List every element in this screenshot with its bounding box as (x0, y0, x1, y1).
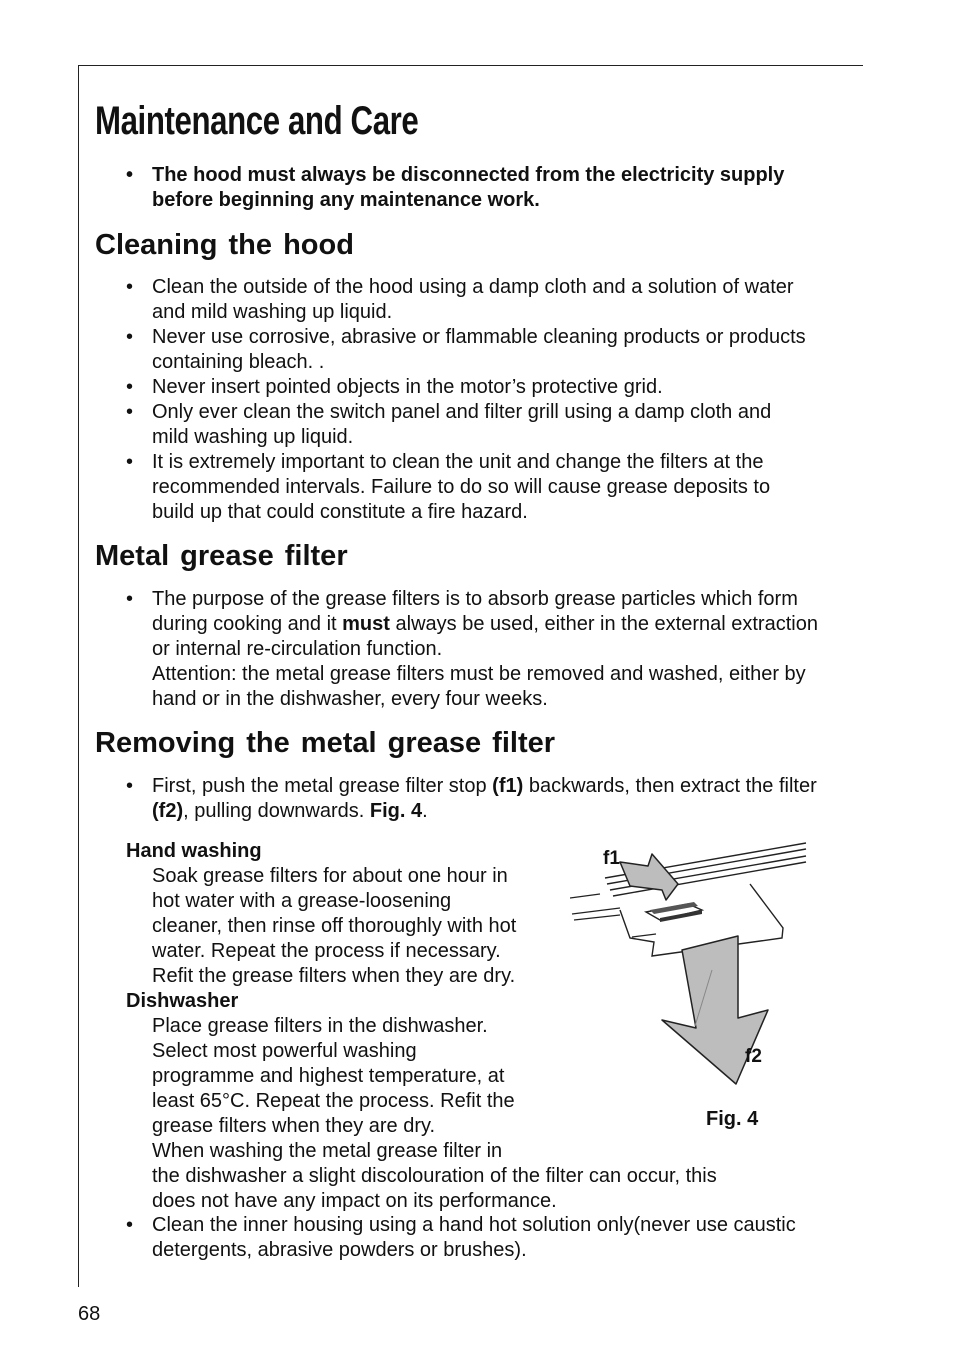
text-line: does not have any impact on its performance. (152, 1190, 557, 1212)
text-line: Place grease filters in the dishwasher. (152, 1015, 488, 1037)
list-item (126, 774, 821, 824)
removing-text: First, push the metal grease filter stop (152, 775, 487, 797)
warning-text: The hood must always be disconnected from the electricity supply before beginning any maintenance work. (152, 164, 785, 211)
bullet: • (126, 451, 134, 473)
list-item-text: Never insert pointed objects in the motor’s protective grid. (152, 376, 663, 398)
filter-purpose-text: The purpose of the grease filters is to absorb grease particles which form during cooking and it (152, 588, 798, 635)
text-line: water. Repeat the process if necessary. (152, 940, 501, 962)
heading-metal-filter: Metal grease filter (95, 540, 348, 572)
list-item-text: It is extremely important to clean the unit and change the filters at the recommended intervals. Failure to do so will cause grease deposits to build up that could constitute a fire hazard. (152, 451, 771, 523)
warning-item (126, 163, 826, 213)
text-line: grease filters when they are dry. (152, 1115, 436, 1137)
bullet: • (126, 775, 134, 797)
list-item-text: Never use corrosive, abrasive or flammable cleaning products or products containing bleach. . (152, 326, 806, 373)
removing-ref-f2: (f2) (152, 800, 184, 822)
text-line: cleaner, then rinse off thoroughly with hot (152, 915, 517, 937)
frame-left-rule (78, 65, 79, 1287)
label-f1: f1 (603, 848, 620, 869)
list-item (126, 587, 821, 712)
list-item (126, 275, 806, 325)
removing-ref-fig: Fig. 4 (369, 800, 423, 822)
hand-washing-text (152, 864, 516, 989)
text-line: hot water with a grease-loosening (152, 890, 452, 912)
text-line: least 65°C. Repeat the process. Refit the (152, 1090, 515, 1112)
figure-caption: Fig. 4 (706, 1108, 759, 1130)
heading-removing: Removing the metal grease filter (95, 727, 556, 759)
figure-filter-removal (570, 840, 815, 1100)
bullet: • (126, 1214, 134, 1236)
removing-text: backwards, then extract the filter (528, 775, 817, 797)
text-line: Refit the grease filters when they are dry. (152, 965, 516, 987)
list-item (126, 375, 806, 400)
metal-filter-list (126, 587, 821, 712)
bullet: • (126, 401, 134, 423)
text-line: the dishwasher a slight discolouration of the filter can occur, this (152, 1165, 717, 1187)
list-item (126, 400, 806, 450)
page-title: Maintenance and Care (95, 99, 419, 143)
hand-washing-heading: Hand washing (126, 840, 262, 862)
text-line: Soak grease filters for about one hour in (152, 865, 508, 887)
bullet: • (126, 326, 134, 348)
text-line: Select most powerful washing (152, 1040, 417, 1062)
housing-list (126, 1213, 816, 1263)
list-item (126, 1213, 816, 1263)
filter-purpose-emphasis: must (342, 613, 390, 635)
bullet: • (126, 164, 134, 186)
removing-text: . (422, 800, 428, 822)
text-line: When washing the metal grease filter in (152, 1140, 503, 1162)
list-item (126, 450, 806, 525)
removing-list (126, 774, 821, 824)
cleaning-list (126, 275, 806, 525)
heading-cleaning: Cleaning the hood (95, 229, 354, 261)
bullet: • (126, 588, 134, 610)
list-item-text: Clean the outside of the hood using a damp cloth and a solution of water and mild washing up liquid. (152, 276, 794, 323)
dishwasher-heading: Dishwasher (126, 990, 239, 1012)
list-item (126, 325, 806, 375)
frame-top-rule (78, 65, 863, 66)
text-line: programme and highest temperature, at (152, 1065, 505, 1087)
filter-attention-text: Attention: the metal grease filters must be removed and washed, either by hand or in the dishwasher, every four weeks. (152, 663, 806, 710)
warning-list (126, 163, 826, 213)
bullet: • (126, 376, 134, 398)
list-item-text: Clean the inner housing using a hand hot solution only(never use caustic detergents, abrasive powders or brushes). (152, 1214, 796, 1261)
bullet: • (126, 276, 134, 298)
page-number: 68 (78, 1303, 101, 1325)
filter-removal-illustration (570, 840, 815, 1095)
list-item-text: Only ever clean the switch panel and filter grill using a damp cloth and mild washing up liquid. (152, 401, 772, 448)
removing-ref-f1: (f1) (492, 775, 524, 797)
removing-text: , pulling downwards. (183, 800, 365, 822)
filter-purpose-text-end: always be used, either in the external extraction or internal re-circulation function. (152, 613, 818, 660)
label-f2: f2 (745, 1046, 762, 1067)
